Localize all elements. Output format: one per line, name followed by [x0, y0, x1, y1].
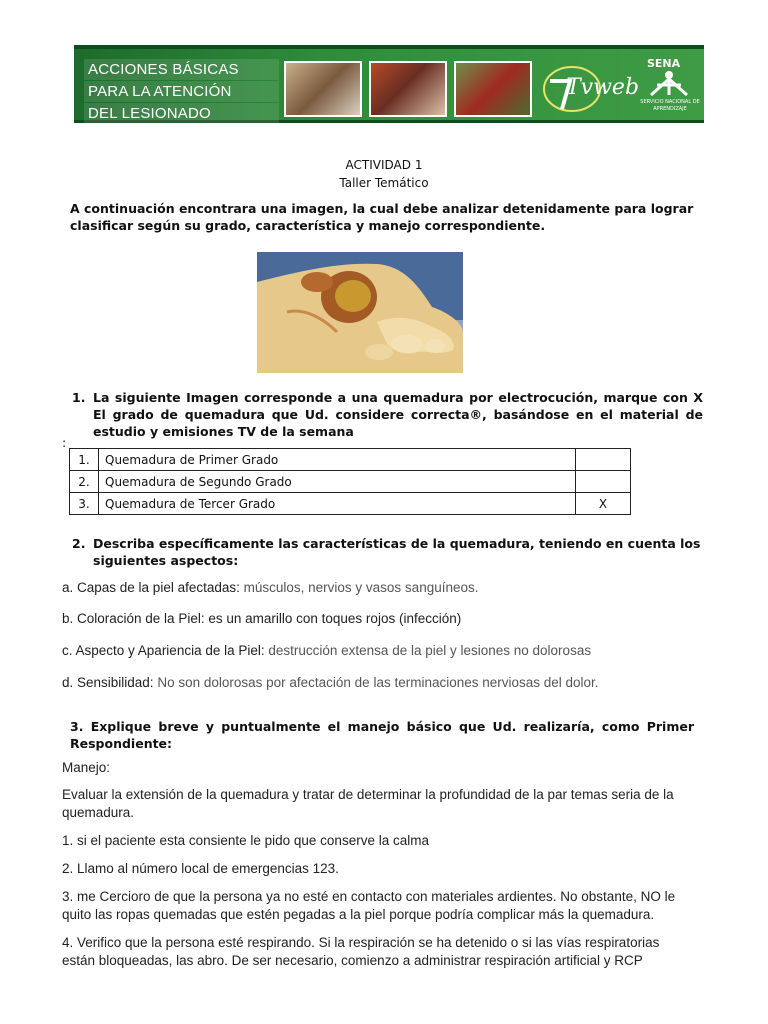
row-number: 3.	[70, 493, 99, 515]
q2-answer-c	[62, 642, 742, 660]
tvweb-logo	[542, 59, 642, 115]
banner-title	[84, 59, 279, 125]
activity-heading: ACTIVIDAD 1	[345, 158, 423, 172]
q3-step-3: 3. me Cercioro de que la persona ya no esté en contacto con materiales ardientes. No obstante, NO le quito las ropas quemadas que estén pegadas a la piel porque podría complicar más la quemadura.	[62, 889, 676, 922]
row-label: Quemadura de Tercer Grado	[99, 493, 576, 515]
q2-c-label: c. Aspecto y Apariencia de la Piel:	[62, 643, 265, 658]
banner-title-line-2: PARA LA ATENCIÓN	[84, 81, 279, 102]
banner-title-line-1: ACCIONES BÁSICAS	[84, 59, 279, 80]
row-label: Quemadura de Segundo Grado	[99, 471, 576, 493]
q2-number: 2.	[72, 536, 86, 551]
row-number: 2.	[70, 471, 99, 493]
q2-b-label: b. Coloración de la Piel:	[62, 611, 205, 626]
q3-step-4: 4. Verifico que la persona esté respirando. Si la respiración se ha detenido o si las vías respiratorias están bloqueadas, las abro. De ser necesario, comienzo a administrar respiración artificial y RCP	[62, 935, 660, 968]
q2-a-value: músculos, nervios y vasos sanguíneos.	[239, 580, 479, 595]
q1-text: La siguiente Imagen corresponde a una quemadura por electrocución, marque con X El grado de quemadura que Ud. considere correcta®, basándose en el material de estudio y emisiones TV de la semana	[93, 390, 703, 439]
q3-step-2: 2. Llamo al número local de emergencias 123.	[62, 861, 339, 876]
banner-photo-cpr	[284, 61, 362, 117]
row-mark-cell[interactable]	[576, 449, 631, 471]
q3-step-1: 1. si el paciente esta consiente le pido que conserve la calma	[62, 833, 429, 848]
tvweb-logo-text: Tvweb	[566, 75, 640, 100]
banner-photo-rescue	[369, 61, 447, 117]
sena-logo-subtitle: SERVICIO NACIONAL DE APRENDIZAJE	[640, 99, 700, 112]
q2-answer-b	[62, 610, 742, 628]
q2-answer-d	[62, 674, 742, 692]
table-row	[70, 449, 631, 471]
sena-logo-text: SENA	[647, 57, 681, 70]
row-number: 1.	[70, 449, 99, 471]
q3-evaluation: Evaluar la extensión de la quemadura y tratar de determinar la profundidad de la par temas seria de la quemadura.	[62, 787, 674, 820]
intro-text: A continuación encontrara una imagen, la cual debe analizar detenidamente para lograr clasificar según su grado, característica y manejo correspondiente.	[70, 201, 694, 233]
row-mark-cell[interactable]: X	[576, 493, 631, 515]
header-banner	[74, 45, 704, 123]
q1-number: 1.	[72, 390, 86, 405]
table-row	[70, 493, 631, 515]
burn-photo	[257, 252, 463, 373]
q2-text: Describa específicamente las características de la quemadura, teniendo en cuenta los siguientes aspectos:	[93, 536, 701, 568]
q2-answer-a	[62, 579, 742, 597]
table-row	[70, 471, 631, 493]
q3-manejo-label: Manejo:	[62, 760, 111, 775]
burn-degree-table	[69, 448, 631, 515]
row-label: Quemadura de Primer Grado	[99, 449, 576, 471]
q2-a-label: a. Capas de la piel afectadas:	[62, 580, 240, 595]
sena-logo	[639, 55, 699, 119]
q3-text: 3. Explique breve y puntualmente el manejo básico que Ud. realizaría, como Primer Respondiente:	[70, 719, 694, 751]
q2-d-value: No son dolorosas por afectación de las terminaciones nerviosas del dolor.	[153, 675, 599, 690]
row-mark-cell[interactable]	[576, 471, 631, 493]
banner-photo-field	[454, 61, 532, 117]
q2-b-value: es un amarillo con toques rojos (infección)	[204, 611, 462, 626]
q2-c-value: destrucción extensa de la piel y lesiones no dolorosas	[264, 643, 592, 658]
activity-subtitle: Taller Temático	[339, 176, 429, 190]
q1-colon: :	[62, 435, 67, 450]
q2-d-label: d. Sensibilidad:	[62, 675, 154, 690]
banner-title-line-3: DEL LESIONADO	[84, 103, 279, 124]
